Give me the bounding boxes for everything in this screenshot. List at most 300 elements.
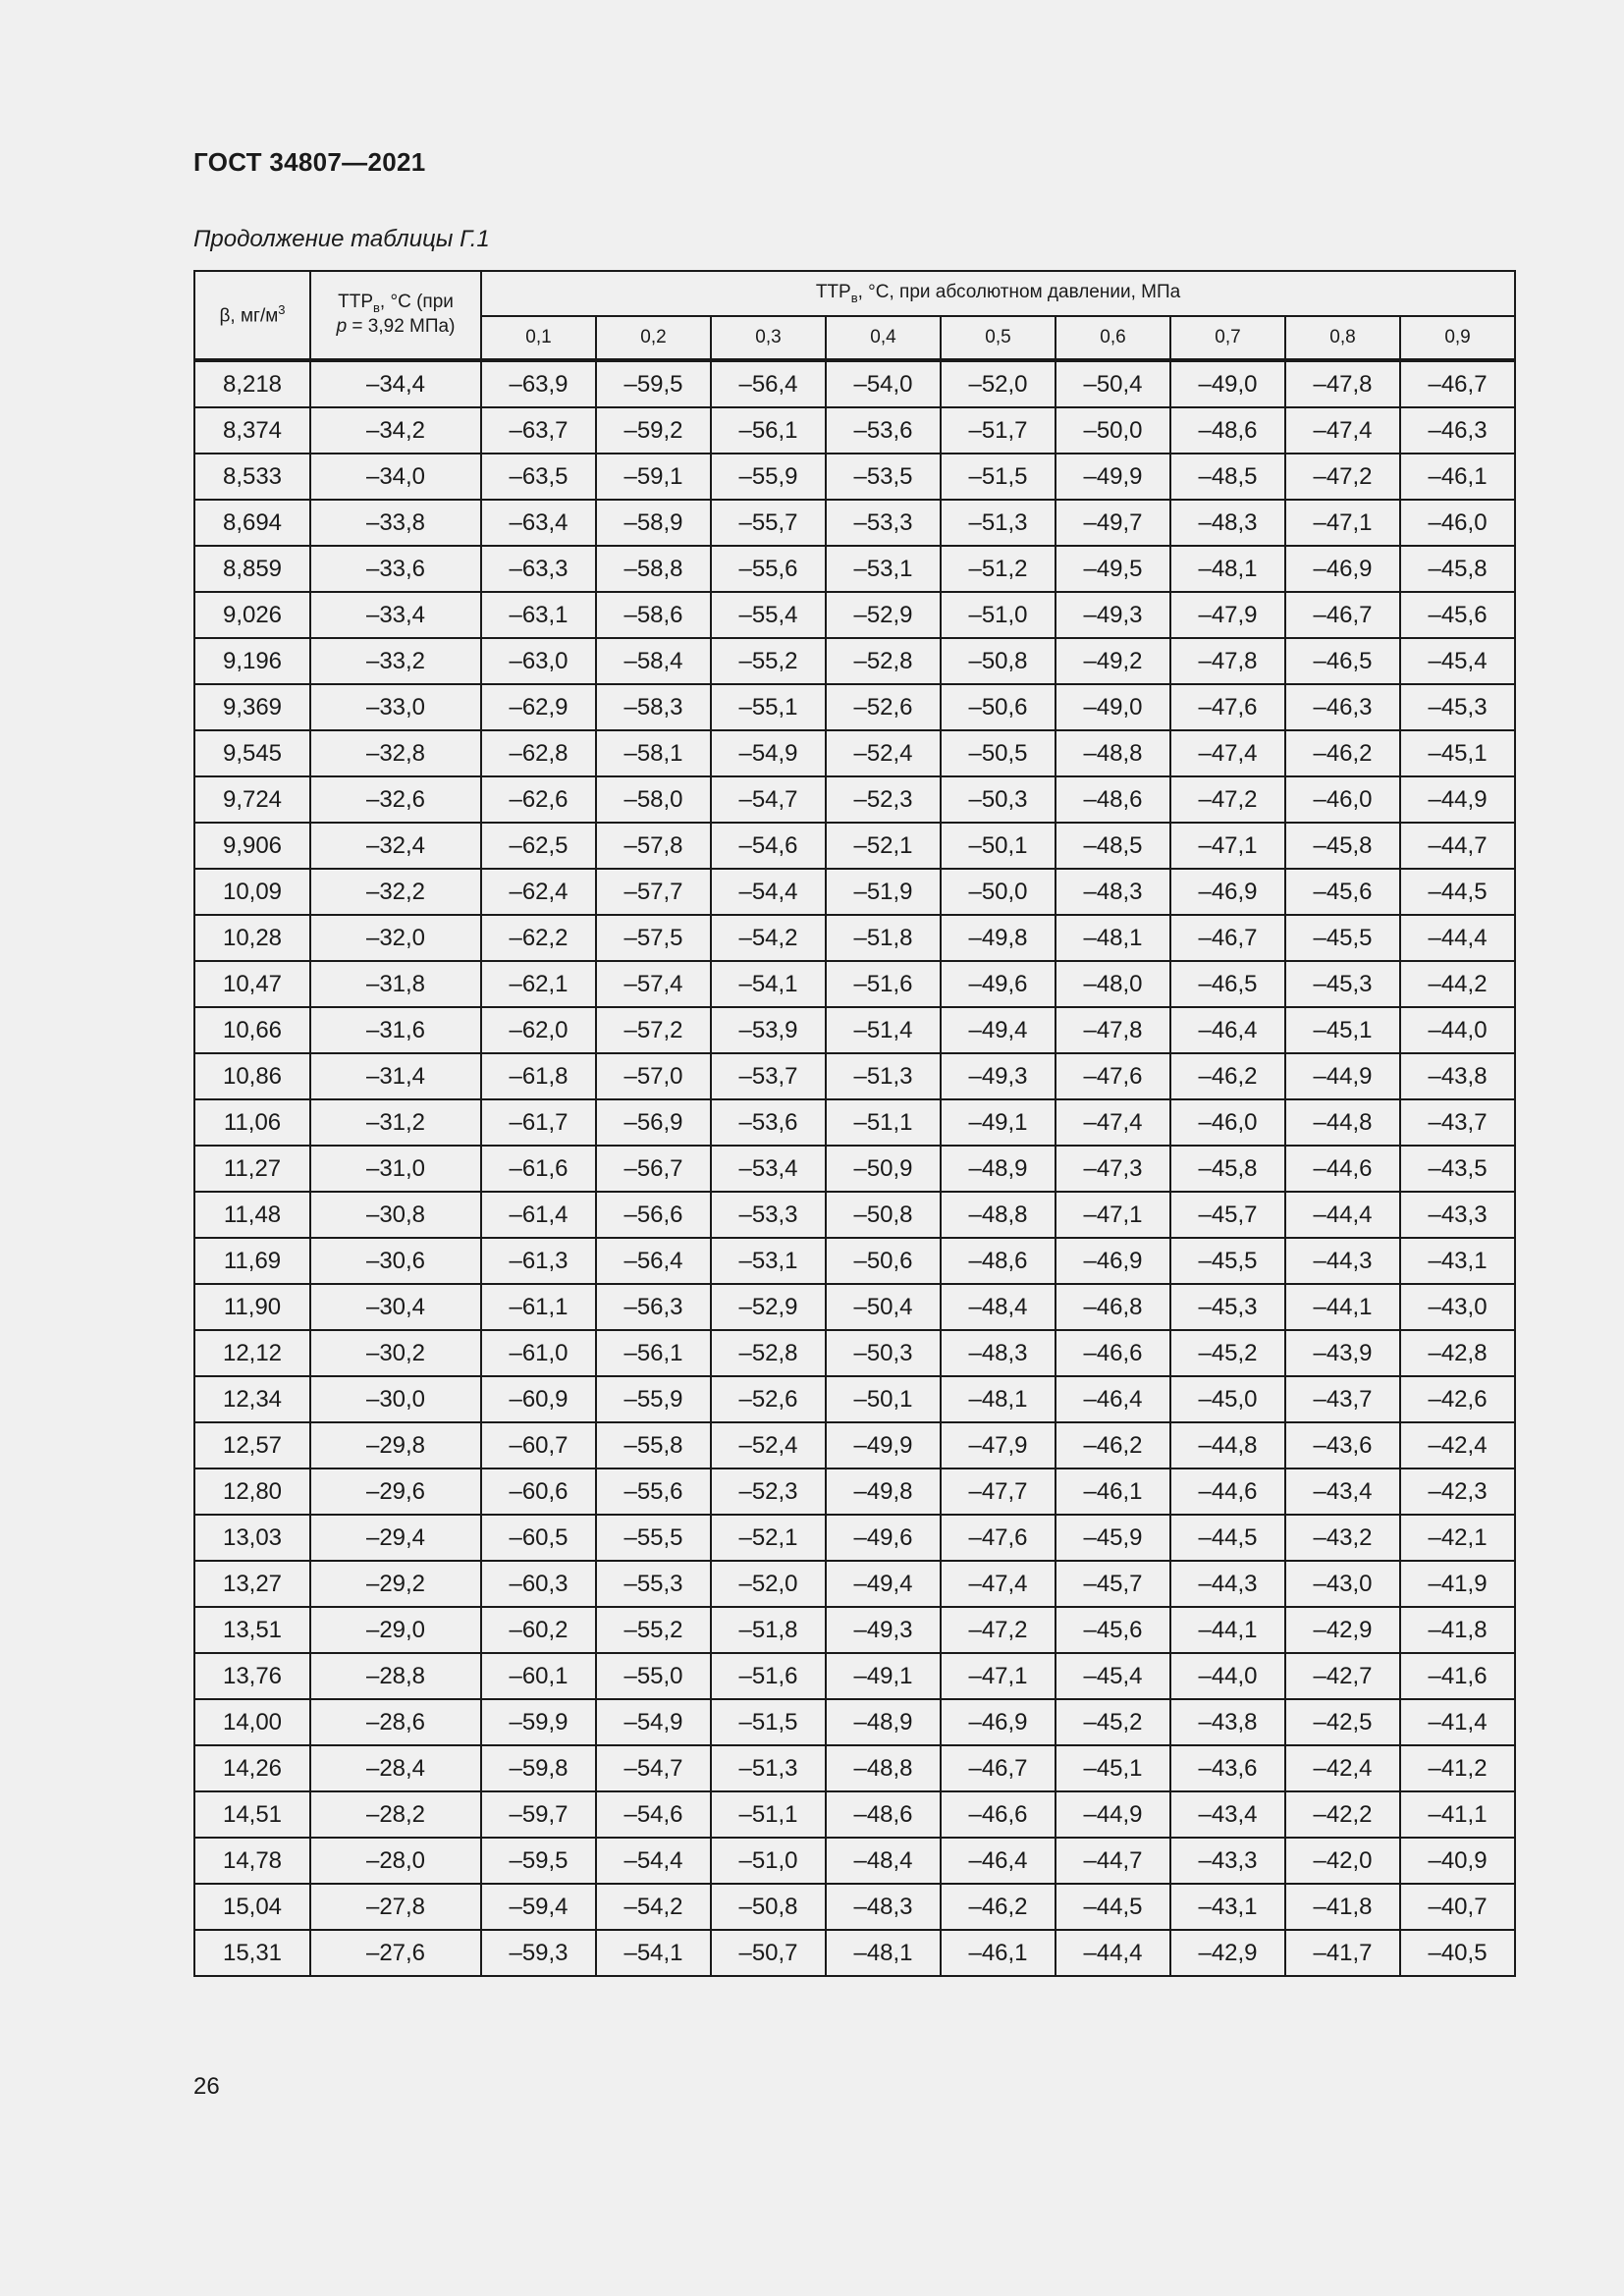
cell-ttr-pressure: –51,8 xyxy=(711,1607,826,1653)
document-standard-title: ГОСТ 34807—2021 xyxy=(193,147,426,177)
cell-ttr-pressure: –49,9 xyxy=(826,1422,941,1468)
cell-ttr-pressure: –50,3 xyxy=(826,1330,941,1376)
cell-ttr-pressure: –62,0 xyxy=(481,1007,596,1053)
cell-ttr-pressure: –47,9 xyxy=(941,1422,1056,1468)
cell-ttr-pressure: –61,7 xyxy=(481,1099,596,1146)
cell-ttr-pressure: –44,3 xyxy=(1285,1238,1400,1284)
cell-ttr-pressure: –50,9 xyxy=(826,1146,941,1192)
cell-ttr-pressure: –51,7 xyxy=(941,407,1056,454)
table-row xyxy=(194,1607,1515,1653)
cell-ttr-392: –33,2 xyxy=(310,638,481,684)
cell-ttr-pressure: –46,5 xyxy=(1170,961,1285,1007)
cell-ttr-pressure: –57,5 xyxy=(596,915,711,961)
cell-ttr-392: –33,4 xyxy=(310,592,481,638)
cell-ttr-392: –30,6 xyxy=(310,1238,481,1284)
cell-ttr-pressure: –46,1 xyxy=(1400,454,1515,500)
cell-ttr-pressure: –43,5 xyxy=(1400,1146,1515,1192)
cell-ttr-pressure: –46,9 xyxy=(941,1699,1056,1745)
cell-ttr-pressure: –55,7 xyxy=(711,500,826,546)
cell-ttr-pressure: –45,6 xyxy=(1285,869,1400,915)
cell-ttr-pressure: –49,3 xyxy=(941,1053,1056,1099)
cell-ttr-pressure: –48,6 xyxy=(1056,776,1170,823)
cell-ttr-pressure: –50,6 xyxy=(826,1238,941,1284)
cell-ttr-pressure: –46,1 xyxy=(941,1930,1056,1976)
cell-ttr-392: –29,8 xyxy=(310,1422,481,1468)
cell-ttr-pressure: –41,9 xyxy=(1400,1561,1515,1607)
cell-ttr-pressure: –49,1 xyxy=(826,1653,941,1699)
cell-ttr-pressure: –52,9 xyxy=(826,592,941,638)
cell-ttr-pressure: –42,1 xyxy=(1400,1515,1515,1561)
cell-ttr-pressure: –46,2 xyxy=(941,1884,1056,1930)
cell-ttr-392: –29,4 xyxy=(310,1515,481,1561)
cell-ttr-pressure: –58,0 xyxy=(596,776,711,823)
cell-ttr-pressure: –50,1 xyxy=(826,1376,941,1422)
cell-ttr-392: –31,4 xyxy=(310,1053,481,1099)
cell-ttr-pressure: –43,7 xyxy=(1285,1376,1400,1422)
table-row xyxy=(194,500,1515,546)
header-pressure-6: 0,6 xyxy=(1056,316,1170,360)
header-pressure-4: 0,4 xyxy=(826,316,941,360)
table-row xyxy=(194,1376,1515,1422)
cell-ttr-pressure: –51,0 xyxy=(941,592,1056,638)
cell-ttr-pressure: –48,1 xyxy=(1056,915,1170,961)
cell-ttr-pressure: –47,2 xyxy=(941,1607,1056,1653)
data-table-container xyxy=(193,270,1508,1977)
cell-ttr-pressure: –44,3 xyxy=(1170,1561,1285,1607)
cell-ttr-pressure: –55,2 xyxy=(596,1607,711,1653)
cell-ttr-pressure: –62,5 xyxy=(481,823,596,869)
cell-ttr-pressure: –63,0 xyxy=(481,638,596,684)
cell-ttr-pressure: –50,4 xyxy=(1056,360,1170,407)
cell-beta: 10,09 xyxy=(194,869,310,915)
header-ttr-sub: в xyxy=(373,300,380,316)
cell-ttr-pressure: –50,8 xyxy=(711,1884,826,1930)
cell-ttr-392: –32,2 xyxy=(310,869,481,915)
table-row xyxy=(194,1146,1515,1192)
cell-ttr-pressure: –43,0 xyxy=(1400,1284,1515,1330)
cell-ttr-pressure: –45,5 xyxy=(1170,1238,1285,1284)
cell-ttr-pressure: –43,6 xyxy=(1170,1745,1285,1791)
cell-ttr-pressure: –43,8 xyxy=(1170,1699,1285,1745)
cell-ttr-pressure: –59,4 xyxy=(481,1884,596,1930)
cell-ttr-392: –29,0 xyxy=(310,1607,481,1653)
table-row xyxy=(194,638,1515,684)
cell-ttr-pressure: –49,4 xyxy=(826,1561,941,1607)
cell-ttr-pressure: –40,7 xyxy=(1400,1884,1515,1930)
cell-ttr-pressure: –41,1 xyxy=(1400,1791,1515,1838)
cell-ttr-pressure: –50,4 xyxy=(826,1284,941,1330)
table-row xyxy=(194,869,1515,915)
cell-ttr-pressure: –59,8 xyxy=(481,1745,596,1791)
cell-ttr-pressure: –53,7 xyxy=(711,1053,826,1099)
cell-ttr-pressure: –48,8 xyxy=(826,1745,941,1791)
cell-ttr-pressure: –52,4 xyxy=(826,730,941,776)
cell-ttr-pressure: –48,4 xyxy=(826,1838,941,1884)
cell-ttr-pressure: –47,8 xyxy=(1056,1007,1170,1053)
cell-ttr-pressure: –43,0 xyxy=(1285,1561,1400,1607)
cell-ttr-pressure: –43,3 xyxy=(1170,1838,1285,1884)
cell-ttr-pressure: –41,8 xyxy=(1285,1884,1400,1930)
cell-ttr-pressure: –44,6 xyxy=(1170,1468,1285,1515)
header-pressure-3: 0,3 xyxy=(711,316,826,360)
header-ttr-pressure: = 3,92 МПа) xyxy=(347,315,456,337)
cell-ttr-pressure: –47,4 xyxy=(941,1561,1056,1607)
cell-ttr-pressure: –48,3 xyxy=(1056,869,1170,915)
cell-beta: 9,369 xyxy=(194,684,310,730)
cell-ttr-pressure: –62,4 xyxy=(481,869,596,915)
cell-ttr-pressure: –40,9 xyxy=(1400,1838,1515,1884)
cell-ttr-pressure: –45,6 xyxy=(1400,592,1515,638)
cell-ttr-pressure: –54,4 xyxy=(596,1838,711,1884)
cell-beta: 13,03 xyxy=(194,1515,310,1561)
cell-ttr-pressure: –53,6 xyxy=(826,407,941,454)
cell-ttr-pressure: –55,8 xyxy=(596,1422,711,1468)
cell-ttr-pressure: –47,4 xyxy=(1170,730,1285,776)
table-row xyxy=(194,776,1515,823)
cell-ttr-pressure: –52,3 xyxy=(826,776,941,823)
cell-ttr-pressure: –44,9 xyxy=(1056,1791,1170,1838)
cell-ttr-pressure: –44,1 xyxy=(1285,1284,1400,1330)
cell-ttr-pressure: –48,6 xyxy=(941,1238,1056,1284)
cell-ttr-pressure: –51,3 xyxy=(941,500,1056,546)
cell-ttr-pressure: –59,5 xyxy=(596,360,711,407)
cell-ttr-pressure: –54,2 xyxy=(596,1884,711,1930)
cell-beta: 9,196 xyxy=(194,638,310,684)
cell-ttr-pressure: –46,3 xyxy=(1285,684,1400,730)
cell-ttr-pressure: –63,4 xyxy=(481,500,596,546)
cell-ttr-pressure: –42,3 xyxy=(1400,1468,1515,1515)
cell-ttr-pressure: –43,3 xyxy=(1400,1192,1515,1238)
cell-ttr-pressure: –44,1 xyxy=(1170,1607,1285,1653)
cell-ttr-pressure: –48,3 xyxy=(1170,500,1285,546)
cell-ttr-pressure: –44,0 xyxy=(1170,1653,1285,1699)
cell-ttr-pressure: –46,4 xyxy=(1056,1376,1170,1422)
cell-beta: 14,00 xyxy=(194,1699,310,1745)
cell-ttr-pressure: –51,9 xyxy=(826,869,941,915)
cell-ttr-pressure: –54,4 xyxy=(711,869,826,915)
cell-ttr-pressure: –48,9 xyxy=(941,1146,1056,1192)
cell-ttr-pressure: –62,9 xyxy=(481,684,596,730)
cell-ttr-392: –33,0 xyxy=(310,684,481,730)
table-caption: Продолжение таблицы Г.1 xyxy=(193,226,490,252)
table-row xyxy=(194,1653,1515,1699)
cell-ttr-pressure: –42,0 xyxy=(1285,1838,1400,1884)
cell-ttr-392: –34,0 xyxy=(310,454,481,500)
table-row xyxy=(194,407,1515,454)
cell-ttr-pressure: –52,8 xyxy=(826,638,941,684)
header-pressure-9: 0,9 xyxy=(1400,316,1515,360)
table-row xyxy=(194,454,1515,500)
cell-ttr-pressure: –44,8 xyxy=(1170,1422,1285,1468)
cell-ttr-pressure: –45,7 xyxy=(1170,1192,1285,1238)
cell-ttr-pressure: –41,2 xyxy=(1400,1745,1515,1791)
cell-ttr-pressure: –46,9 xyxy=(1285,546,1400,592)
cell-ttr-pressure: –48,3 xyxy=(826,1884,941,1930)
cell-ttr-pressure: –46,0 xyxy=(1285,776,1400,823)
cell-ttr-pressure: –51,8 xyxy=(826,915,941,961)
cell-ttr-pressure: –57,2 xyxy=(596,1007,711,1053)
cell-ttr-pressure: –48,5 xyxy=(1056,823,1170,869)
cell-beta: 8,218 xyxy=(194,360,310,407)
cell-ttr-pressure: –51,0 xyxy=(711,1838,826,1884)
cell-ttr-pressure: –53,9 xyxy=(711,1007,826,1053)
header-group-suffix: , °С, при абсолютном давлении, МПа xyxy=(857,281,1181,302)
cell-ttr-pressure: –52,6 xyxy=(826,684,941,730)
cell-ttr-pressure: –41,7 xyxy=(1285,1930,1400,1976)
cell-ttr-pressure: –48,6 xyxy=(1170,407,1285,454)
cell-ttr-pressure: –49,5 xyxy=(1056,546,1170,592)
table-row xyxy=(194,546,1515,592)
cell-ttr-pressure: –49,6 xyxy=(826,1515,941,1561)
header-ttr-at-392 xyxy=(310,271,481,360)
cell-ttr-pressure: –47,6 xyxy=(1056,1053,1170,1099)
cell-ttr-pressure: –63,5 xyxy=(481,454,596,500)
cell-ttr-pressure: –44,9 xyxy=(1400,776,1515,823)
cell-ttr-pressure: –44,4 xyxy=(1056,1930,1170,1976)
cell-beta: 11,90 xyxy=(194,1284,310,1330)
cell-ttr-pressure: –47,4 xyxy=(1285,407,1400,454)
cell-ttr-pressure: –50,0 xyxy=(941,869,1056,915)
cell-ttr-pressure: –47,3 xyxy=(1056,1146,1170,1192)
cell-ttr-pressure: –48,5 xyxy=(1170,454,1285,500)
cell-ttr-pressure: –63,3 xyxy=(481,546,596,592)
table-row xyxy=(194,1561,1515,1607)
cell-ttr-pressure: –58,9 xyxy=(596,500,711,546)
cell-ttr-pressure: –57,7 xyxy=(596,869,711,915)
data-table xyxy=(193,270,1516,1977)
cell-ttr-392: –27,8 xyxy=(310,1884,481,1930)
cell-beta: 9,906 xyxy=(194,823,310,869)
cell-ttr-pressure: –46,4 xyxy=(1170,1007,1285,1053)
cell-ttr-pressure: –46,9 xyxy=(1170,869,1285,915)
cell-ttr-pressure: –54,9 xyxy=(711,730,826,776)
cell-ttr-pressure: –47,4 xyxy=(1056,1099,1170,1146)
cell-ttr-pressure: –45,2 xyxy=(1170,1330,1285,1376)
cell-ttr-pressure: –42,6 xyxy=(1400,1376,1515,1422)
cell-ttr-pressure: –44,6 xyxy=(1285,1146,1400,1192)
cell-ttr-pressure: –46,6 xyxy=(941,1791,1056,1838)
cell-beta: 10,47 xyxy=(194,961,310,1007)
cell-beta: 15,04 xyxy=(194,1884,310,1930)
cell-ttr-392: –28,4 xyxy=(310,1745,481,1791)
cell-ttr-pressure: –42,8 xyxy=(1400,1330,1515,1376)
cell-beta: 10,86 xyxy=(194,1053,310,1099)
cell-ttr-pressure: –49,9 xyxy=(1056,454,1170,500)
cell-ttr-pressure: –48,1 xyxy=(826,1930,941,1976)
cell-ttr-pressure: –42,9 xyxy=(1285,1607,1400,1653)
cell-beta: 15,31 xyxy=(194,1930,310,1976)
cell-ttr-pressure: –53,3 xyxy=(711,1192,826,1238)
cell-ttr-pressure: –41,8 xyxy=(1400,1607,1515,1653)
table-row xyxy=(194,1791,1515,1838)
cell-ttr-pressure: –58,6 xyxy=(596,592,711,638)
cell-ttr-pressure: –55,3 xyxy=(596,1561,711,1607)
cell-ttr-pressure: –44,7 xyxy=(1056,1838,1170,1884)
header-beta xyxy=(194,271,310,360)
table-row xyxy=(194,1884,1515,1930)
table-row xyxy=(194,1238,1515,1284)
cell-beta: 11,69 xyxy=(194,1238,310,1284)
cell-ttr-pressure: –46,7 xyxy=(1285,592,1400,638)
cell-ttr-pressure: –45,4 xyxy=(1056,1653,1170,1699)
cell-ttr-pressure: –45,1 xyxy=(1285,1007,1400,1053)
cell-ttr-pressure: –44,9 xyxy=(1285,1053,1400,1099)
header-pressure-8: 0,8 xyxy=(1285,316,1400,360)
cell-ttr-pressure: –59,5 xyxy=(481,1838,596,1884)
cell-beta: 9,026 xyxy=(194,592,310,638)
cell-beta: 12,12 xyxy=(194,1330,310,1376)
cell-ttr-pressure: –43,1 xyxy=(1170,1884,1285,1930)
cell-ttr-392: –30,0 xyxy=(310,1376,481,1422)
table-row xyxy=(194,1099,1515,1146)
cell-ttr-pressure: –44,5 xyxy=(1400,869,1515,915)
cell-beta: 11,06 xyxy=(194,1099,310,1146)
cell-ttr-pressure: –62,2 xyxy=(481,915,596,961)
cell-ttr-pressure: –50,1 xyxy=(941,823,1056,869)
cell-ttr-pressure: –43,1 xyxy=(1400,1238,1515,1284)
cell-ttr-pressure: –46,4 xyxy=(941,1838,1056,1884)
cell-ttr-pressure: –54,6 xyxy=(596,1791,711,1838)
table-row xyxy=(194,823,1515,869)
cell-beta: 14,26 xyxy=(194,1745,310,1791)
cell-ttr-pressure: –58,3 xyxy=(596,684,711,730)
cell-ttr-392: –32,4 xyxy=(310,823,481,869)
cell-ttr-pressure: –60,2 xyxy=(481,1607,596,1653)
table-row xyxy=(194,1284,1515,1330)
cell-ttr-392: –30,8 xyxy=(310,1192,481,1238)
cell-ttr-pressure: –49,8 xyxy=(826,1468,941,1515)
cell-ttr-pressure: –54,9 xyxy=(596,1699,711,1745)
header-beta-sup: 3 xyxy=(278,301,286,317)
cell-ttr-pressure: –45,5 xyxy=(1285,915,1400,961)
cell-ttr-pressure: –49,0 xyxy=(1170,360,1285,407)
cell-ttr-pressure: –62,6 xyxy=(481,776,596,823)
cell-ttr-pressure: –54,1 xyxy=(711,961,826,1007)
cell-ttr-pressure: –49,8 xyxy=(941,915,1056,961)
cell-ttr-pressure: –52,9 xyxy=(711,1284,826,1330)
cell-ttr-pressure: –44,0 xyxy=(1400,1007,1515,1053)
cell-ttr-392: –28,0 xyxy=(310,1838,481,1884)
cell-ttr-pressure: –46,9 xyxy=(1056,1238,1170,1284)
table-row xyxy=(194,1192,1515,1238)
table-row xyxy=(194,1699,1515,1745)
cell-ttr-pressure: –46,5 xyxy=(1285,638,1400,684)
cell-ttr-pressure: –46,6 xyxy=(1056,1330,1170,1376)
cell-ttr-pressure: –46,7 xyxy=(1400,360,1515,407)
cell-beta: 9,724 xyxy=(194,776,310,823)
cell-ttr-392: –30,4 xyxy=(310,1284,481,1330)
cell-ttr-pressure: –48,4 xyxy=(941,1284,1056,1330)
cell-ttr-pressure: –48,9 xyxy=(826,1699,941,1745)
cell-ttr-pressure: –49,4 xyxy=(941,1007,1056,1053)
table-row xyxy=(194,1422,1515,1468)
cell-ttr-pressure: –43,8 xyxy=(1400,1053,1515,1099)
cell-ttr-pressure: –45,3 xyxy=(1285,961,1400,1007)
cell-ttr-392: –32,6 xyxy=(310,776,481,823)
cell-ttr-pressure: –42,2 xyxy=(1285,1791,1400,1838)
cell-ttr-pressure: –53,1 xyxy=(826,546,941,592)
cell-beta: 14,51 xyxy=(194,1791,310,1838)
cell-ttr-pressure: –47,1 xyxy=(1170,823,1285,869)
cell-ttr-392: –31,6 xyxy=(310,1007,481,1053)
cell-ttr-pressure: –61,8 xyxy=(481,1053,596,1099)
cell-ttr-392: –33,6 xyxy=(310,546,481,592)
cell-ttr-pressure: –59,1 xyxy=(596,454,711,500)
cell-ttr-pressure: –51,2 xyxy=(941,546,1056,592)
cell-beta: 13,27 xyxy=(194,1561,310,1607)
cell-ttr-pressure: –47,1 xyxy=(1285,500,1400,546)
cell-ttr-pressure: –46,0 xyxy=(1170,1099,1285,1146)
table-row xyxy=(194,1330,1515,1376)
cell-ttr-pressure: –56,4 xyxy=(596,1238,711,1284)
cell-ttr-392: –29,2 xyxy=(310,1561,481,1607)
table-body xyxy=(194,360,1515,1976)
cell-ttr-pressure: –46,2 xyxy=(1170,1053,1285,1099)
cell-ttr-pressure: –44,8 xyxy=(1285,1099,1400,1146)
table-header xyxy=(194,271,1515,360)
table-row xyxy=(194,684,1515,730)
cell-beta: 8,859 xyxy=(194,546,310,592)
cell-ttr-pressure: –48,3 xyxy=(941,1330,1056,1376)
cell-ttr-pressure: –51,1 xyxy=(711,1791,826,1838)
header-group-prefix: ТТР xyxy=(815,281,851,302)
cell-ttr-392: –32,0 xyxy=(310,915,481,961)
cell-ttr-pressure: –52,6 xyxy=(711,1376,826,1422)
cell-ttr-pressure: –54,7 xyxy=(596,1745,711,1791)
cell-ttr-pressure: –51,4 xyxy=(826,1007,941,1053)
cell-ttr-pressure: –45,0 xyxy=(1170,1376,1285,1422)
cell-beta: 12,34 xyxy=(194,1376,310,1422)
cell-ttr-pressure: –53,6 xyxy=(711,1099,826,1146)
cell-ttr-pressure: –47,1 xyxy=(941,1653,1056,1699)
cell-ttr-pressure: –47,9 xyxy=(1170,592,1285,638)
cell-ttr-pressure: –41,6 xyxy=(1400,1653,1515,1699)
cell-ttr-pressure: –48,6 xyxy=(826,1791,941,1838)
cell-ttr-pressure: –60,3 xyxy=(481,1561,596,1607)
cell-ttr-pressure: –44,4 xyxy=(1285,1192,1400,1238)
cell-ttr-pressure: –55,2 xyxy=(711,638,826,684)
cell-ttr-pressure: –55,9 xyxy=(711,454,826,500)
cell-ttr-pressure: –47,6 xyxy=(941,1515,1056,1561)
cell-ttr-pressure: –56,1 xyxy=(596,1330,711,1376)
cell-ttr-pressure: –60,6 xyxy=(481,1468,596,1515)
cell-ttr-pressure: –57,8 xyxy=(596,823,711,869)
cell-ttr-pressure: –47,2 xyxy=(1170,776,1285,823)
cell-ttr-pressure: –51,6 xyxy=(711,1653,826,1699)
cell-ttr-pressure: –43,9 xyxy=(1285,1330,1400,1376)
cell-ttr-pressure: –54,0 xyxy=(826,360,941,407)
cell-ttr-pressure: –40,5 xyxy=(1400,1930,1515,1976)
cell-ttr-pressure: –49,3 xyxy=(826,1607,941,1653)
cell-ttr-pressure: –50,8 xyxy=(941,638,1056,684)
cell-ttr-pressure: –45,4 xyxy=(1400,638,1515,684)
cell-beta: 9,545 xyxy=(194,730,310,776)
cell-ttr-pressure: –45,1 xyxy=(1056,1745,1170,1791)
cell-ttr-pressure: –53,4 xyxy=(711,1146,826,1192)
cell-ttr-pressure: –56,3 xyxy=(596,1284,711,1330)
cell-ttr-pressure: –42,5 xyxy=(1285,1699,1400,1745)
cell-beta: 8,533 xyxy=(194,454,310,500)
cell-ttr-pressure: –59,2 xyxy=(596,407,711,454)
cell-ttr-pressure: –46,2 xyxy=(1056,1422,1170,1468)
cell-ttr-pressure: –44,5 xyxy=(1170,1515,1285,1561)
cell-ttr-pressure: –48,0 xyxy=(1056,961,1170,1007)
cell-beta: 10,66 xyxy=(194,1007,310,1053)
cell-ttr-pressure: –46,3 xyxy=(1400,407,1515,454)
header-pressure-7: 0,7 xyxy=(1170,316,1285,360)
cell-ttr-pressure: –47,7 xyxy=(941,1468,1056,1515)
cell-ttr-pressure: –56,4 xyxy=(711,360,826,407)
